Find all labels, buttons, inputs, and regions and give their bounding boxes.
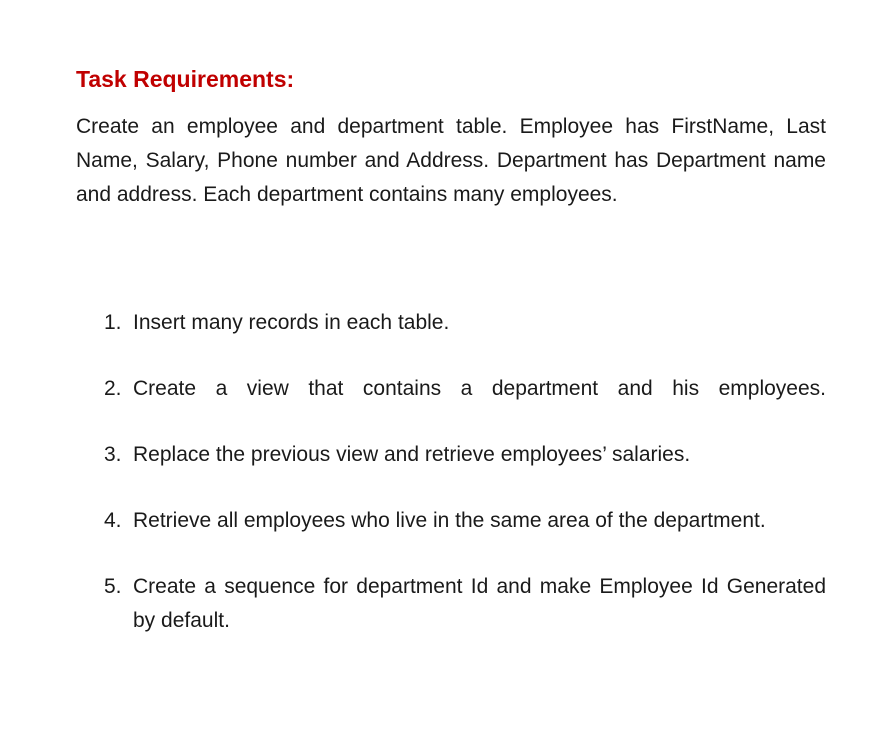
task-number: 4.	[104, 509, 122, 532]
task-number: 5.	[104, 575, 122, 598]
task-number: 2.	[104, 377, 122, 400]
task-text: Retrieve all employees who live in the same area of the department.	[133, 509, 766, 532]
document-page	[76, 62, 826, 632]
task-item-5	[104, 570, 826, 638]
task-text: Insert many records in each table.	[133, 311, 450, 334]
task-item-3	[104, 438, 826, 472]
task-text: Create a view that contains a department and his employees.	[133, 377, 826, 400]
task-item-4	[104, 504, 826, 538]
task-requirements-heading: Task Requirements:	[76, 66, 295, 92]
task-list	[104, 306, 826, 670]
intro-paragraph: Create an employee and department table. Employee has FirstName, Last Name, Salary, Phone number and Address. Department has Department name and address. Each department contains many employees.	[76, 115, 826, 206]
task-number: 1.	[104, 311, 122, 334]
task-text: Replace the previous view and retrieve employees’ salaries.	[133, 443, 691, 466]
task-item-1	[104, 306, 826, 340]
task-number: 3.	[104, 443, 122, 466]
task-item-2	[104, 372, 826, 406]
task-text: Create a sequence for department Id and make Employee Id Generated by default.	[133, 575, 826, 632]
